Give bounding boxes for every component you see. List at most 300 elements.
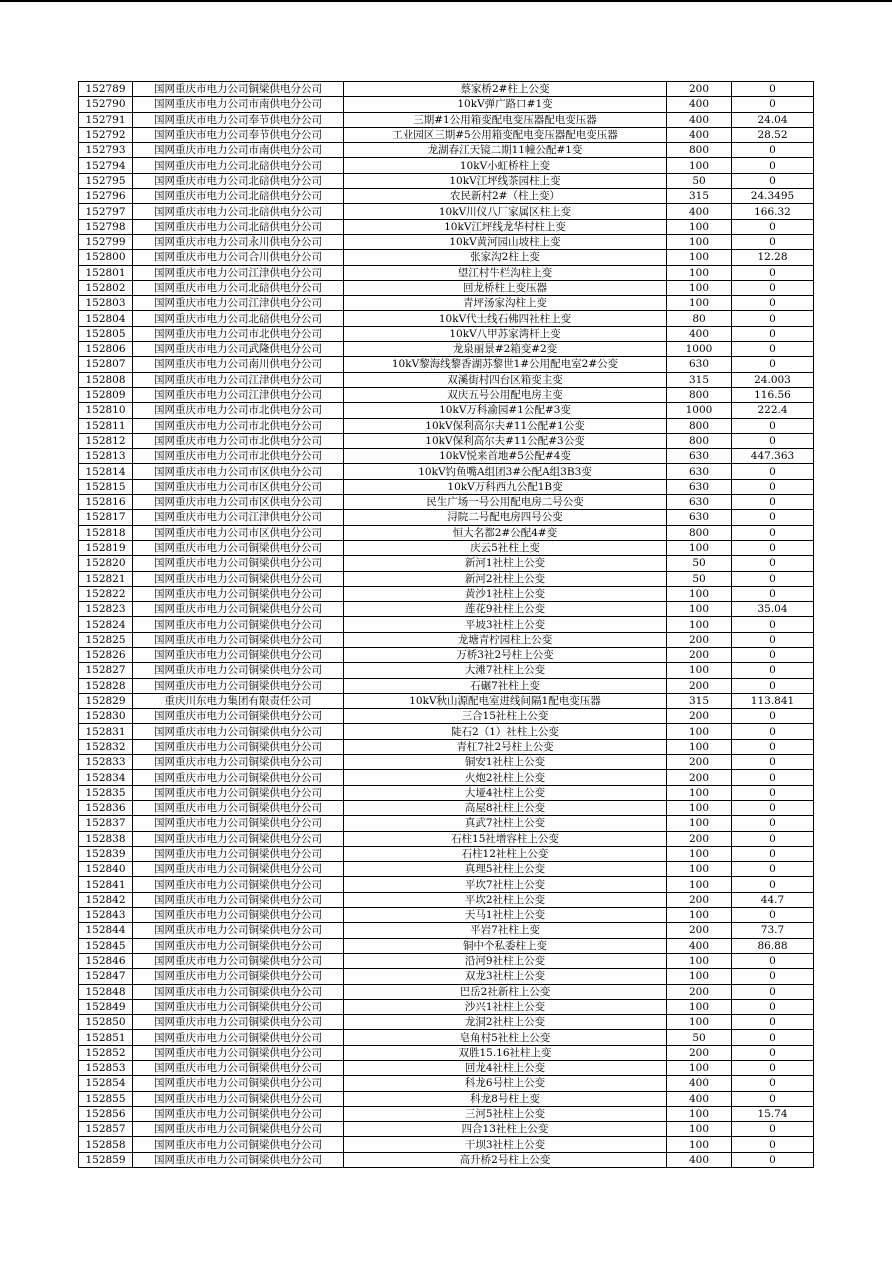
company-cell: 国网重庆市电力公司铜梁供电分公司 xyxy=(133,862,344,877)
table-row xyxy=(79,846,814,861)
company-cell: 国网重庆市电力公司江津供电分公司 xyxy=(133,372,344,387)
transformer-name-cell: 10kV悦来首地#5公配#4变 xyxy=(344,449,667,464)
value-cell: 0 xyxy=(732,709,814,724)
transformer-name-cell: 大滩7社柱上公变 xyxy=(344,663,667,678)
transformer-name-cell: 10kV万科西九公配1B变 xyxy=(344,479,667,494)
transformer-name-cell: 真武7社柱上公变 xyxy=(344,816,667,831)
table-row xyxy=(79,632,814,647)
company-cell: 国网重庆市电力公司合川供电分公司 xyxy=(133,250,344,265)
transformer-name-cell: 恒大名都2#公配4#变 xyxy=(344,525,667,540)
transformer-name-cell: 浔院二号配电房四号公变 xyxy=(344,510,667,525)
transformer-name-cell: 青坪汤家沟柱上变 xyxy=(344,296,667,311)
transformer-name-cell: 四合13社柱上公变 xyxy=(344,1122,667,1137)
table-row xyxy=(79,418,814,433)
transformer-name-cell: 回龙桥柱上变压器 xyxy=(344,280,667,295)
table-row xyxy=(79,127,814,142)
value-cell: 0 xyxy=(732,556,814,571)
capacity-cell: 315 xyxy=(667,372,732,387)
row-id-cell: 152798 xyxy=(79,219,133,234)
table-row xyxy=(79,1152,814,1167)
company-cell: 国网重庆市电力公司铜梁供电分公司 xyxy=(133,540,344,555)
row-id-cell: 152831 xyxy=(79,724,133,739)
transformer-name-cell: 回龙4社柱上公变 xyxy=(344,1061,667,1076)
row-id-cell: 152791 xyxy=(79,112,133,127)
value-cell: 447.363 xyxy=(732,449,814,464)
company-cell: 国网重庆市电力公司铜梁供电分公司 xyxy=(133,969,344,984)
value-cell: 0 xyxy=(732,342,814,357)
row-id-cell: 152796 xyxy=(79,189,133,204)
capacity-cell: 100 xyxy=(667,846,732,861)
row-id-cell: 152856 xyxy=(79,1106,133,1121)
company-cell: 国网重庆市电力公司铜梁供电分公司 xyxy=(133,632,344,647)
transformer-name-cell: 沙兴1社柱上公变 xyxy=(344,999,667,1014)
transformer-name-cell: 10kV川仪八厂家属区柱上变 xyxy=(344,204,667,219)
transformer-name-cell: 黄沙1社柱上公变 xyxy=(344,586,667,601)
row-id-cell: 152846 xyxy=(79,953,133,968)
row-id-cell: 152828 xyxy=(79,678,133,693)
row-id-cell: 152836 xyxy=(79,800,133,815)
company-cell: 国网重庆市电力公司北碚供电分公司 xyxy=(133,311,344,326)
company-cell: 国网重庆市电力公司奉节供电分公司 xyxy=(133,127,344,142)
row-id-cell: 152852 xyxy=(79,1045,133,1060)
row-id-cell: 152830 xyxy=(79,709,133,724)
capacity-cell: 100 xyxy=(667,617,732,632)
value-cell: 0 xyxy=(732,265,814,280)
company-cell: 国网重庆市电力公司市南供电分公司 xyxy=(133,97,344,112)
value-cell: 0 xyxy=(732,571,814,586)
table-row xyxy=(79,1076,814,1091)
transformer-name-cell: 三期#1公用箱变配电变压器配电变压器 xyxy=(344,112,667,127)
table-row xyxy=(79,770,814,785)
capacity-cell: 630 xyxy=(667,510,732,525)
company-cell: 国网重庆市电力公司铜梁供电分公司 xyxy=(133,1061,344,1076)
row-id-cell: 152849 xyxy=(79,999,133,1014)
company-cell: 国网重庆市电力公司江津供电分公司 xyxy=(133,510,344,525)
table-row xyxy=(79,265,814,280)
row-id-cell: 152801 xyxy=(79,265,133,280)
row-id-cell: 152822 xyxy=(79,586,133,601)
transformer-name-cell: 石柱15社增容柱上公变 xyxy=(344,831,667,846)
company-cell: 国网重庆市电力公司市南供电分公司 xyxy=(133,143,344,158)
capacity-cell: 100 xyxy=(667,969,732,984)
transformer-name-cell: 干坝3社柱上公变 xyxy=(344,1137,667,1152)
row-id-cell: 152795 xyxy=(79,173,133,188)
company-cell: 国网重庆市电力公司铜梁供电分公司 xyxy=(133,785,344,800)
table-row xyxy=(79,984,814,999)
value-cell: 15.74 xyxy=(732,1106,814,1121)
table-row xyxy=(79,678,814,693)
row-id-cell: 152816 xyxy=(79,495,133,510)
value-cell: 28.52 xyxy=(732,127,814,142)
transformer-name-cell: 科龙6号柱上公变 xyxy=(344,1076,667,1091)
value-cell: 0 xyxy=(732,525,814,540)
table-row xyxy=(79,647,814,662)
row-id-cell: 152824 xyxy=(79,617,133,632)
row-id-cell: 152815 xyxy=(79,479,133,494)
table-row xyxy=(79,342,814,357)
company-cell: 国网重庆市电力公司市区供电分公司 xyxy=(133,525,344,540)
company-cell: 国网重庆市电力公司北碚供电分公司 xyxy=(133,158,344,173)
transformer-table xyxy=(78,81,814,1168)
capacity-cell: 100 xyxy=(667,953,732,968)
row-id-cell: 152859 xyxy=(79,1152,133,1167)
table-row xyxy=(79,82,814,97)
capacity-cell: 100 xyxy=(667,862,732,877)
capacity-cell: 400 xyxy=(667,1152,732,1167)
row-id-cell: 152832 xyxy=(79,739,133,754)
capacity-cell: 80 xyxy=(667,311,732,326)
capacity-cell: 200 xyxy=(667,892,732,907)
capacity-cell: 100 xyxy=(667,999,732,1014)
value-cell: 73.7 xyxy=(732,923,814,938)
capacity-cell: 100 xyxy=(667,602,732,617)
value-cell: 0 xyxy=(732,739,814,754)
row-id-cell: 152794 xyxy=(79,158,133,173)
transformer-name-cell: 10kV江坪线龙华村柱上变 xyxy=(344,219,667,234)
capacity-cell: 100 xyxy=(667,265,732,280)
row-id-cell: 152825 xyxy=(79,632,133,647)
company-cell: 国网重庆市电力公司铜梁供电分公司 xyxy=(133,1152,344,1167)
transformer-name-cell: 双龙3社柱上公变 xyxy=(344,969,667,984)
row-id-cell: 152837 xyxy=(79,816,133,831)
company-cell: 国网重庆市电力公司铜梁供电分公司 xyxy=(133,984,344,999)
value-cell: 0 xyxy=(732,678,814,693)
transformer-name-cell: 新河2社柱上公变 xyxy=(344,571,667,586)
row-id-cell: 152802 xyxy=(79,280,133,295)
value-cell: 0 xyxy=(732,999,814,1014)
value-cell: 0 xyxy=(732,908,814,923)
company-cell: 国网重庆市电力公司铜梁供电分公司 xyxy=(133,709,344,724)
transformer-name-cell: 铜安1社柱上公变 xyxy=(344,755,667,770)
row-id-cell: 152858 xyxy=(79,1137,133,1152)
row-id-cell: 152829 xyxy=(79,693,133,708)
table-row xyxy=(79,1122,814,1137)
company-cell: 国网重庆市电力公司市区供电分公司 xyxy=(133,464,344,479)
transformer-name-cell: 高升桥2号柱上公变 xyxy=(344,1152,667,1167)
transformer-name-cell: 农民新村2#（柱上变） xyxy=(344,189,667,204)
transformer-name-cell: 民生广场一号公用配电房二号公变 xyxy=(344,495,667,510)
company-cell: 国网重庆市电力公司铜梁供电分公司 xyxy=(133,602,344,617)
transformer-name-cell: 皂角村5社柱上公变 xyxy=(344,1030,667,1045)
value-cell: 0 xyxy=(732,326,814,341)
capacity-cell: 50 xyxy=(667,571,732,586)
table-row xyxy=(79,923,814,938)
table-row xyxy=(79,495,814,510)
capacity-cell: 100 xyxy=(667,877,732,892)
capacity-cell: 400 xyxy=(667,938,732,953)
table-row xyxy=(79,449,814,464)
company-cell: 国网重庆市电力公司铜梁供电分公司 xyxy=(133,586,344,601)
value-cell: 0 xyxy=(732,158,814,173)
row-id-cell: 152789 xyxy=(79,82,133,97)
value-cell: 0 xyxy=(732,770,814,785)
capacity-cell: 50 xyxy=(667,556,732,571)
value-cell: 0 xyxy=(732,1061,814,1076)
capacity-cell: 400 xyxy=(667,112,732,127)
table-row xyxy=(79,617,814,632)
transformer-name-cell: 双庆五号公用配电房主变 xyxy=(344,387,667,402)
value-cell: 24.003 xyxy=(732,372,814,387)
transformer-name-cell: 10kV钓鱼嘴A组团3#公配A组3B3变 xyxy=(344,464,667,479)
row-id-cell: 152857 xyxy=(79,1122,133,1137)
table-row xyxy=(79,724,814,739)
capacity-cell: 100 xyxy=(667,158,732,173)
transformer-name-cell: 大垭4社柱上公变 xyxy=(344,785,667,800)
table-row xyxy=(79,158,814,173)
transformer-name-cell: 青杠7社2号柱上公变 xyxy=(344,739,667,754)
value-cell: 0 xyxy=(732,495,814,510)
value-cell: 0 xyxy=(732,1137,814,1152)
table-row xyxy=(79,1015,814,1030)
transformer-name-cell: 10kV秋山源配电室进线间隔1配电变压器 xyxy=(344,693,667,708)
company-cell: 国网重庆市电力公司铜梁供电分公司 xyxy=(133,82,344,97)
row-id-cell: 152851 xyxy=(79,1030,133,1045)
table-row xyxy=(79,97,814,112)
value-cell: 0 xyxy=(732,816,814,831)
row-id-cell: 152845 xyxy=(79,938,133,953)
table-row xyxy=(79,892,814,907)
table-row xyxy=(79,433,814,448)
row-id-cell: 152818 xyxy=(79,525,133,540)
table-row xyxy=(79,403,814,418)
capacity-cell: 400 xyxy=(667,1091,732,1106)
capacity-cell: 100 xyxy=(667,1106,732,1121)
value-cell: 0 xyxy=(732,82,814,97)
capacity-cell: 50 xyxy=(667,1030,732,1045)
company-cell: 国网重庆市电力公司铜梁供电分公司 xyxy=(133,1076,344,1091)
table-row xyxy=(79,387,814,402)
table-row xyxy=(79,1061,814,1076)
company-cell: 国网重庆市电力公司铜梁供电分公司 xyxy=(133,800,344,815)
value-cell: 0 xyxy=(732,311,814,326)
capacity-cell: 200 xyxy=(667,770,732,785)
capacity-cell: 630 xyxy=(667,479,732,494)
transformer-name-cell: 龙泉丽景#2箱变#2变 xyxy=(344,342,667,357)
capacity-cell: 200 xyxy=(667,678,732,693)
capacity-cell: 200 xyxy=(667,1045,732,1060)
table-row xyxy=(79,1106,814,1121)
value-cell: 0 xyxy=(732,724,814,739)
transformer-name-cell: 10kV黄河园山坡柱上变 xyxy=(344,234,667,249)
value-cell: 0 xyxy=(732,846,814,861)
company-cell: 国网重庆市电力公司武隆供电分公司 xyxy=(133,342,344,357)
row-id-cell: 152799 xyxy=(79,234,133,249)
capacity-cell: 100 xyxy=(667,250,732,265)
company-cell: 国网重庆市电力公司市北供电分公司 xyxy=(133,326,344,341)
capacity-cell: 100 xyxy=(667,219,732,234)
table-row xyxy=(79,785,814,800)
table-row xyxy=(79,1045,814,1060)
value-cell: 0 xyxy=(732,586,814,601)
row-id-cell: 152853 xyxy=(79,1061,133,1076)
row-id-cell: 152826 xyxy=(79,647,133,662)
table-row xyxy=(79,908,814,923)
transformer-name-cell: 双溪街村四台区箱变主变 xyxy=(344,372,667,387)
transformer-name-cell: 工业园区三期#5公用箱变配电变压器配电变压器 xyxy=(344,127,667,142)
transformer-name-cell: 龙湖春江天镜二期11幢公配#1变 xyxy=(344,143,667,158)
row-id-cell: 152839 xyxy=(79,846,133,861)
row-id-cell: 152817 xyxy=(79,510,133,525)
row-id-cell: 152797 xyxy=(79,204,133,219)
company-cell: 国网重庆市电力公司铜梁供电分公司 xyxy=(133,831,344,846)
transformer-name-cell: 万桥3社2号柱上公变 xyxy=(344,647,667,662)
capacity-cell: 100 xyxy=(667,816,732,831)
transformer-name-cell: 蔡家桥2#柱上公变 xyxy=(344,82,667,97)
value-cell: 0 xyxy=(732,97,814,112)
capacity-cell: 100 xyxy=(667,663,732,678)
value-cell: 166.32 xyxy=(732,204,814,219)
company-cell: 国网重庆市电力公司铜梁供电分公司 xyxy=(133,755,344,770)
table-row xyxy=(79,479,814,494)
row-id-cell: 152809 xyxy=(79,387,133,402)
capacity-cell: 100 xyxy=(667,1015,732,1030)
capacity-cell: 800 xyxy=(667,525,732,540)
value-cell: 0 xyxy=(732,510,814,525)
transformer-name-cell: 新河1社柱上公变 xyxy=(344,556,667,571)
row-id-cell: 152805 xyxy=(79,326,133,341)
transformer-name-cell: 平坎7社柱上公变 xyxy=(344,877,667,892)
capacity-cell: 100 xyxy=(667,724,732,739)
company-cell: 国网重庆市电力公司永川供电分公司 xyxy=(133,234,344,249)
table-row xyxy=(79,999,814,1014)
value-cell: 0 xyxy=(732,1076,814,1091)
capacity-cell: 400 xyxy=(667,127,732,142)
capacity-cell: 100 xyxy=(667,234,732,249)
company-cell: 国网重庆市电力公司北碚供电分公司 xyxy=(133,189,344,204)
row-id-cell: 152810 xyxy=(79,403,133,418)
capacity-cell: 1000 xyxy=(667,403,732,418)
capacity-cell: 400 xyxy=(667,97,732,112)
page-top-border xyxy=(0,0,892,2)
transformer-name-cell: 平坡3社柱上公变 xyxy=(344,617,667,632)
row-id-cell: 152800 xyxy=(79,250,133,265)
row-id-cell: 152806 xyxy=(79,342,133,357)
row-id-cell: 152807 xyxy=(79,357,133,372)
company-cell: 国网重庆市电力公司市区供电分公司 xyxy=(133,495,344,510)
capacity-cell: 200 xyxy=(667,755,732,770)
table-row xyxy=(79,953,814,968)
table-row xyxy=(79,816,814,831)
transformer-name-cell: 科龙8号柱上变 xyxy=(344,1091,667,1106)
value-cell: 0 xyxy=(732,357,814,372)
table-row xyxy=(79,755,814,770)
company-cell: 国网重庆市电力公司江津供电分公司 xyxy=(133,265,344,280)
row-id-cell: 152838 xyxy=(79,831,133,846)
table-row xyxy=(79,357,814,372)
table-row xyxy=(79,540,814,555)
table-row xyxy=(79,326,814,341)
capacity-cell: 400 xyxy=(667,204,732,219)
company-cell: 国网重庆市电力公司市北供电分公司 xyxy=(133,418,344,433)
capacity-cell: 100 xyxy=(667,1122,732,1137)
capacity-cell: 400 xyxy=(667,1076,732,1091)
value-cell: 24.3495 xyxy=(732,189,814,204)
company-cell: 国网重庆市电力公司市北供电分公司 xyxy=(133,403,344,418)
company-cell: 国网重庆市电力公司北碚供电分公司 xyxy=(133,280,344,295)
transformer-name-cell: 10kV江坪线茶园柱上变 xyxy=(344,173,667,188)
row-id-cell: 152834 xyxy=(79,770,133,785)
table-row xyxy=(79,311,814,326)
company-cell: 国网重庆市电力公司铜梁供电分公司 xyxy=(133,846,344,861)
value-cell: 0 xyxy=(732,219,814,234)
row-id-cell: 152808 xyxy=(79,372,133,387)
row-id-cell: 152812 xyxy=(79,433,133,448)
capacity-cell: 100 xyxy=(667,280,732,295)
value-cell: 0 xyxy=(732,1015,814,1030)
value-cell: 0 xyxy=(732,464,814,479)
transformer-name-cell: 石柱12社柱上公变 xyxy=(344,846,667,861)
capacity-cell: 630 xyxy=(667,464,732,479)
company-cell: 国网重庆市电力公司铜梁供电分公司 xyxy=(133,1045,344,1060)
table-row xyxy=(79,296,814,311)
table-row xyxy=(79,877,814,892)
capacity-cell: 800 xyxy=(667,387,732,402)
company-cell: 国网重庆市电力公司铜梁供电分公司 xyxy=(133,877,344,892)
value-cell: 35.04 xyxy=(732,602,814,617)
row-id-cell: 152841 xyxy=(79,877,133,892)
value-cell: 0 xyxy=(732,877,814,892)
capacity-cell: 200 xyxy=(667,984,732,999)
row-id-cell: 152813 xyxy=(79,449,133,464)
company-cell: 国网重庆市电力公司铜梁供电分公司 xyxy=(133,571,344,586)
row-id-cell: 152854 xyxy=(79,1076,133,1091)
transformer-name-cell: 沿河9社柱上公变 xyxy=(344,953,667,968)
row-id-cell: 152844 xyxy=(79,923,133,938)
row-id-cell: 152811 xyxy=(79,418,133,433)
company-cell: 国网重庆市电力公司南川供电分公司 xyxy=(133,357,344,372)
capacity-cell: 800 xyxy=(667,433,732,448)
transformer-name-cell: 10kV代士线石佛四社柱上变 xyxy=(344,311,667,326)
value-cell: 0 xyxy=(732,663,814,678)
transformer-name-cell: 10kV八甲苏家湾杆上变 xyxy=(344,326,667,341)
table-row xyxy=(79,693,814,708)
value-cell: 0 xyxy=(732,1030,814,1045)
transformer-name-cell: 龙洞2社柱上公变 xyxy=(344,1015,667,1030)
company-cell: 国网重庆市电力公司奉节供电分公司 xyxy=(133,112,344,127)
capacity-cell: 200 xyxy=(667,647,732,662)
capacity-cell: 200 xyxy=(667,831,732,846)
table-row xyxy=(79,571,814,586)
table-row xyxy=(79,602,814,617)
row-id-cell: 152855 xyxy=(79,1091,133,1106)
value-cell: 0 xyxy=(732,1045,814,1060)
transformer-name-cell: 陡石2（1）社柱上公变 xyxy=(344,724,667,739)
table-row xyxy=(79,204,814,219)
transformer-name-cell: 天马1社柱上公变 xyxy=(344,908,667,923)
table-row xyxy=(79,173,814,188)
value-cell: 0 xyxy=(732,800,814,815)
value-cell: 0 xyxy=(732,984,814,999)
table-row xyxy=(79,1030,814,1045)
transformer-name-cell: 10kV万科渝园#1公配#3变 xyxy=(344,403,667,418)
capacity-cell: 100 xyxy=(667,540,732,555)
table-row xyxy=(79,938,814,953)
capacity-cell: 630 xyxy=(667,495,732,510)
value-cell: 0 xyxy=(732,1152,814,1167)
company-cell: 国网重庆市电力公司铜梁供电分公司 xyxy=(133,617,344,632)
transformer-name-cell: 10kV保利高尔夫#11公配#3公变 xyxy=(344,433,667,448)
table-row xyxy=(79,510,814,525)
row-id-cell: 152850 xyxy=(79,1015,133,1030)
capacity-cell: 200 xyxy=(667,923,732,938)
capacity-cell: 100 xyxy=(667,785,732,800)
value-cell: 116.56 xyxy=(732,387,814,402)
company-cell: 国网重庆市电力公司铜梁供电分公司 xyxy=(133,999,344,1014)
table-row xyxy=(79,250,814,265)
transformer-name-cell: 10kV弹广路口#1变 xyxy=(344,97,667,112)
value-cell: 113.841 xyxy=(732,693,814,708)
row-id-cell: 152821 xyxy=(79,571,133,586)
